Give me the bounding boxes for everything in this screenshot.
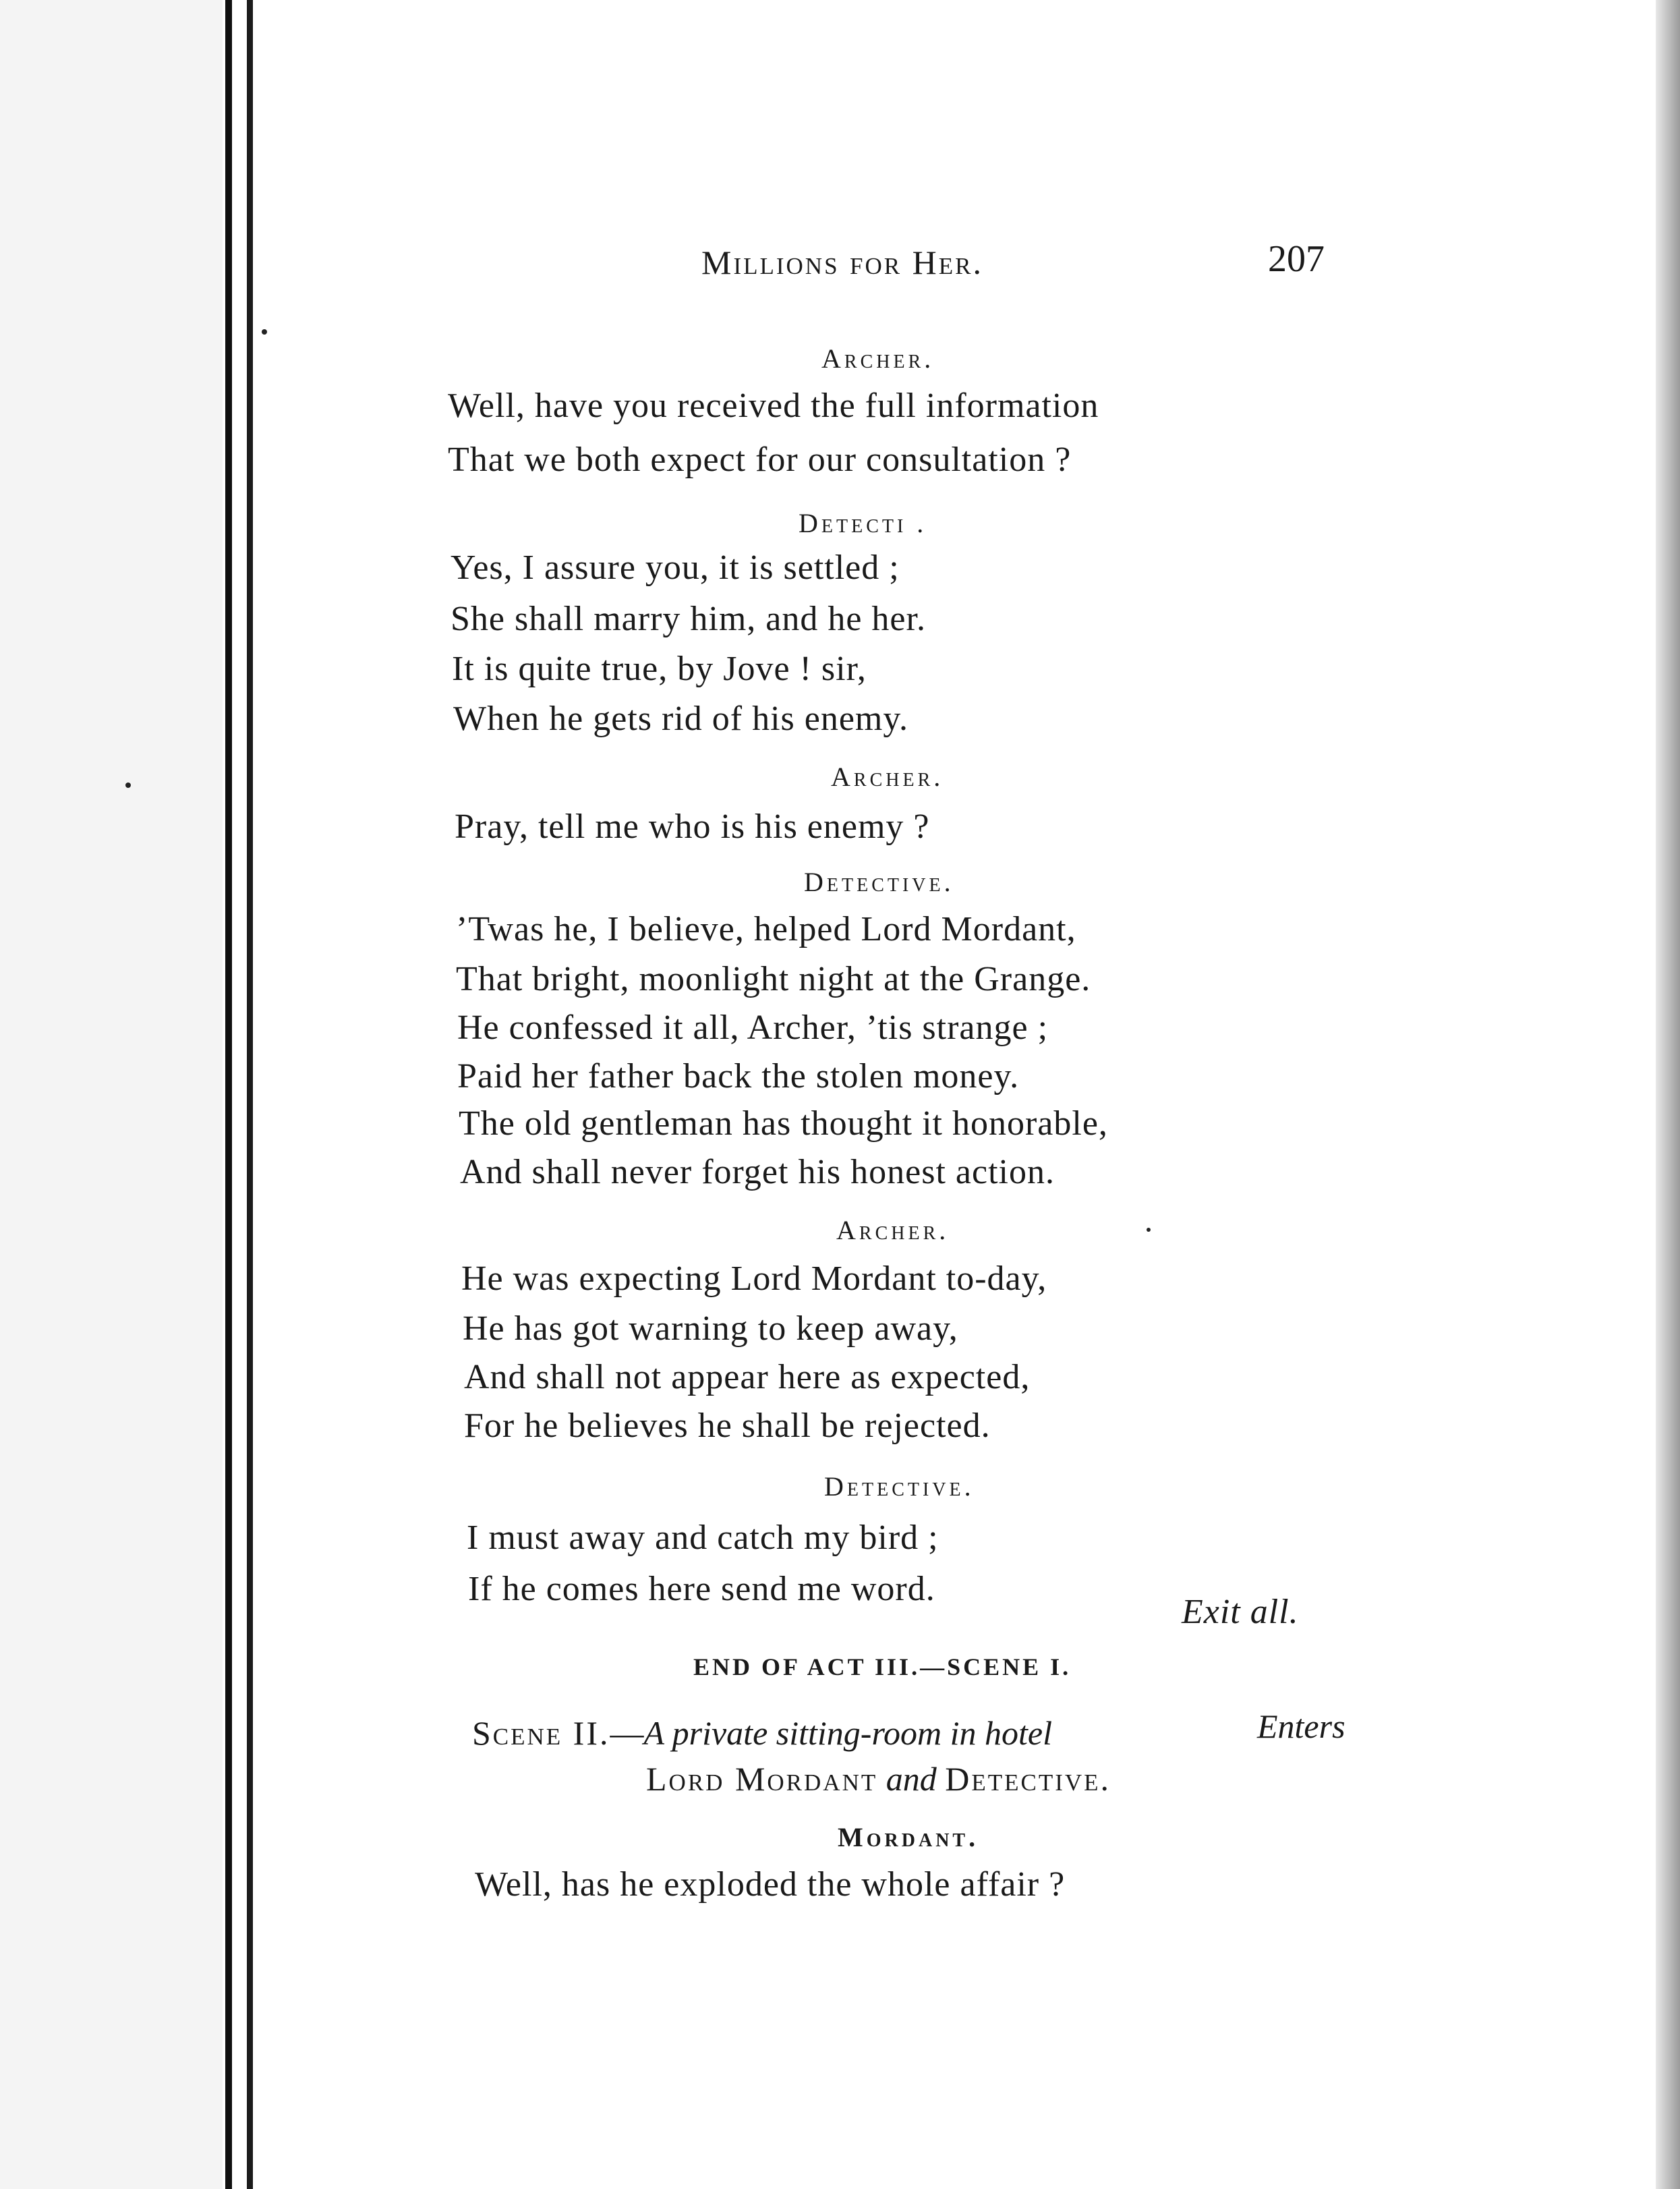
speaker-label: Detecti . xyxy=(799,508,927,538)
character-name: Lord Mordant xyxy=(646,1760,878,1798)
facing-page xyxy=(0,0,223,2189)
verse-line: He has got warning to keep away, xyxy=(463,1309,958,1348)
verse-line: Yes, I assure you, it is settled ; xyxy=(451,548,900,587)
character-name: Detective. xyxy=(945,1760,1111,1798)
speaker-label: Archer. xyxy=(836,1215,950,1245)
verse-line: She shall marry him, and he her. xyxy=(451,600,926,638)
verse-line: If he comes here send me word. xyxy=(468,1570,935,1608)
running-header: Millions for Her. xyxy=(701,244,983,281)
verse-line: That we both expect for our consultation ? xyxy=(448,440,1072,479)
verse-line: It is quite true, by Jove ! sir, xyxy=(452,650,867,688)
speaker-label: Archer. xyxy=(821,343,935,374)
verse-line: And shall never forget his honest action. xyxy=(460,1153,1055,1191)
scene-description: A private sitting-room in hotel xyxy=(643,1714,1053,1752)
verse-line: Well, have you received the full information xyxy=(448,387,1099,425)
verse-line: He confessed it all, Archer, ’tis strange ; xyxy=(457,1008,1049,1047)
gutter-shadow xyxy=(225,0,232,2189)
verse-line: The old gentleman has thought it honorable, xyxy=(459,1104,1108,1143)
end-of-scene: END OF ACT III.—SCENE I. xyxy=(693,1653,1072,1680)
verse-line: He was expecting Lord Mordant to-day, xyxy=(461,1259,1047,1298)
stage-direction: Exit all. xyxy=(1182,1593,1299,1631)
speck xyxy=(125,783,131,788)
scene-heading xyxy=(472,1713,1052,1753)
speaker-label: Detective. xyxy=(804,867,954,897)
verse-line: For he believes he shall be rejected. xyxy=(464,1406,991,1445)
verse-line: Pray, tell me who is his enemy ? xyxy=(455,807,930,846)
verse-line: ’Twas he, I believe, helped Lord Mordant, xyxy=(456,910,1076,948)
verse-line: Well, has he exploded the whole affair ? xyxy=(475,1865,1066,1904)
page-edge-line xyxy=(247,0,253,2189)
verse-line: And shall not appear here as expected, xyxy=(464,1358,1031,1396)
conjunction: and xyxy=(886,1760,937,1798)
speaker-label: Archer. xyxy=(831,762,944,792)
verse-line: That bright, moonlight night at the Grange. xyxy=(456,960,1091,998)
speaker-label: Mordant. xyxy=(838,1822,979,1852)
page-number: 207 xyxy=(1268,238,1325,280)
verse-line: When he gets rid of his enemy. xyxy=(453,700,908,738)
scene-dash: — xyxy=(610,1714,644,1752)
scene-characters xyxy=(646,1759,1111,1798)
speck xyxy=(262,329,267,335)
speck xyxy=(1147,1228,1151,1232)
scene-label: Scene II. xyxy=(472,1714,610,1752)
enters-label: Enters xyxy=(1257,1707,1345,1745)
verse-line: I must away and catch my bird ; xyxy=(467,1518,939,1557)
verse-line: Paid her father back the stolen money. xyxy=(457,1057,1020,1096)
speaker-label: Detective. xyxy=(824,1471,975,1502)
page-right-edge xyxy=(1656,0,1680,2189)
